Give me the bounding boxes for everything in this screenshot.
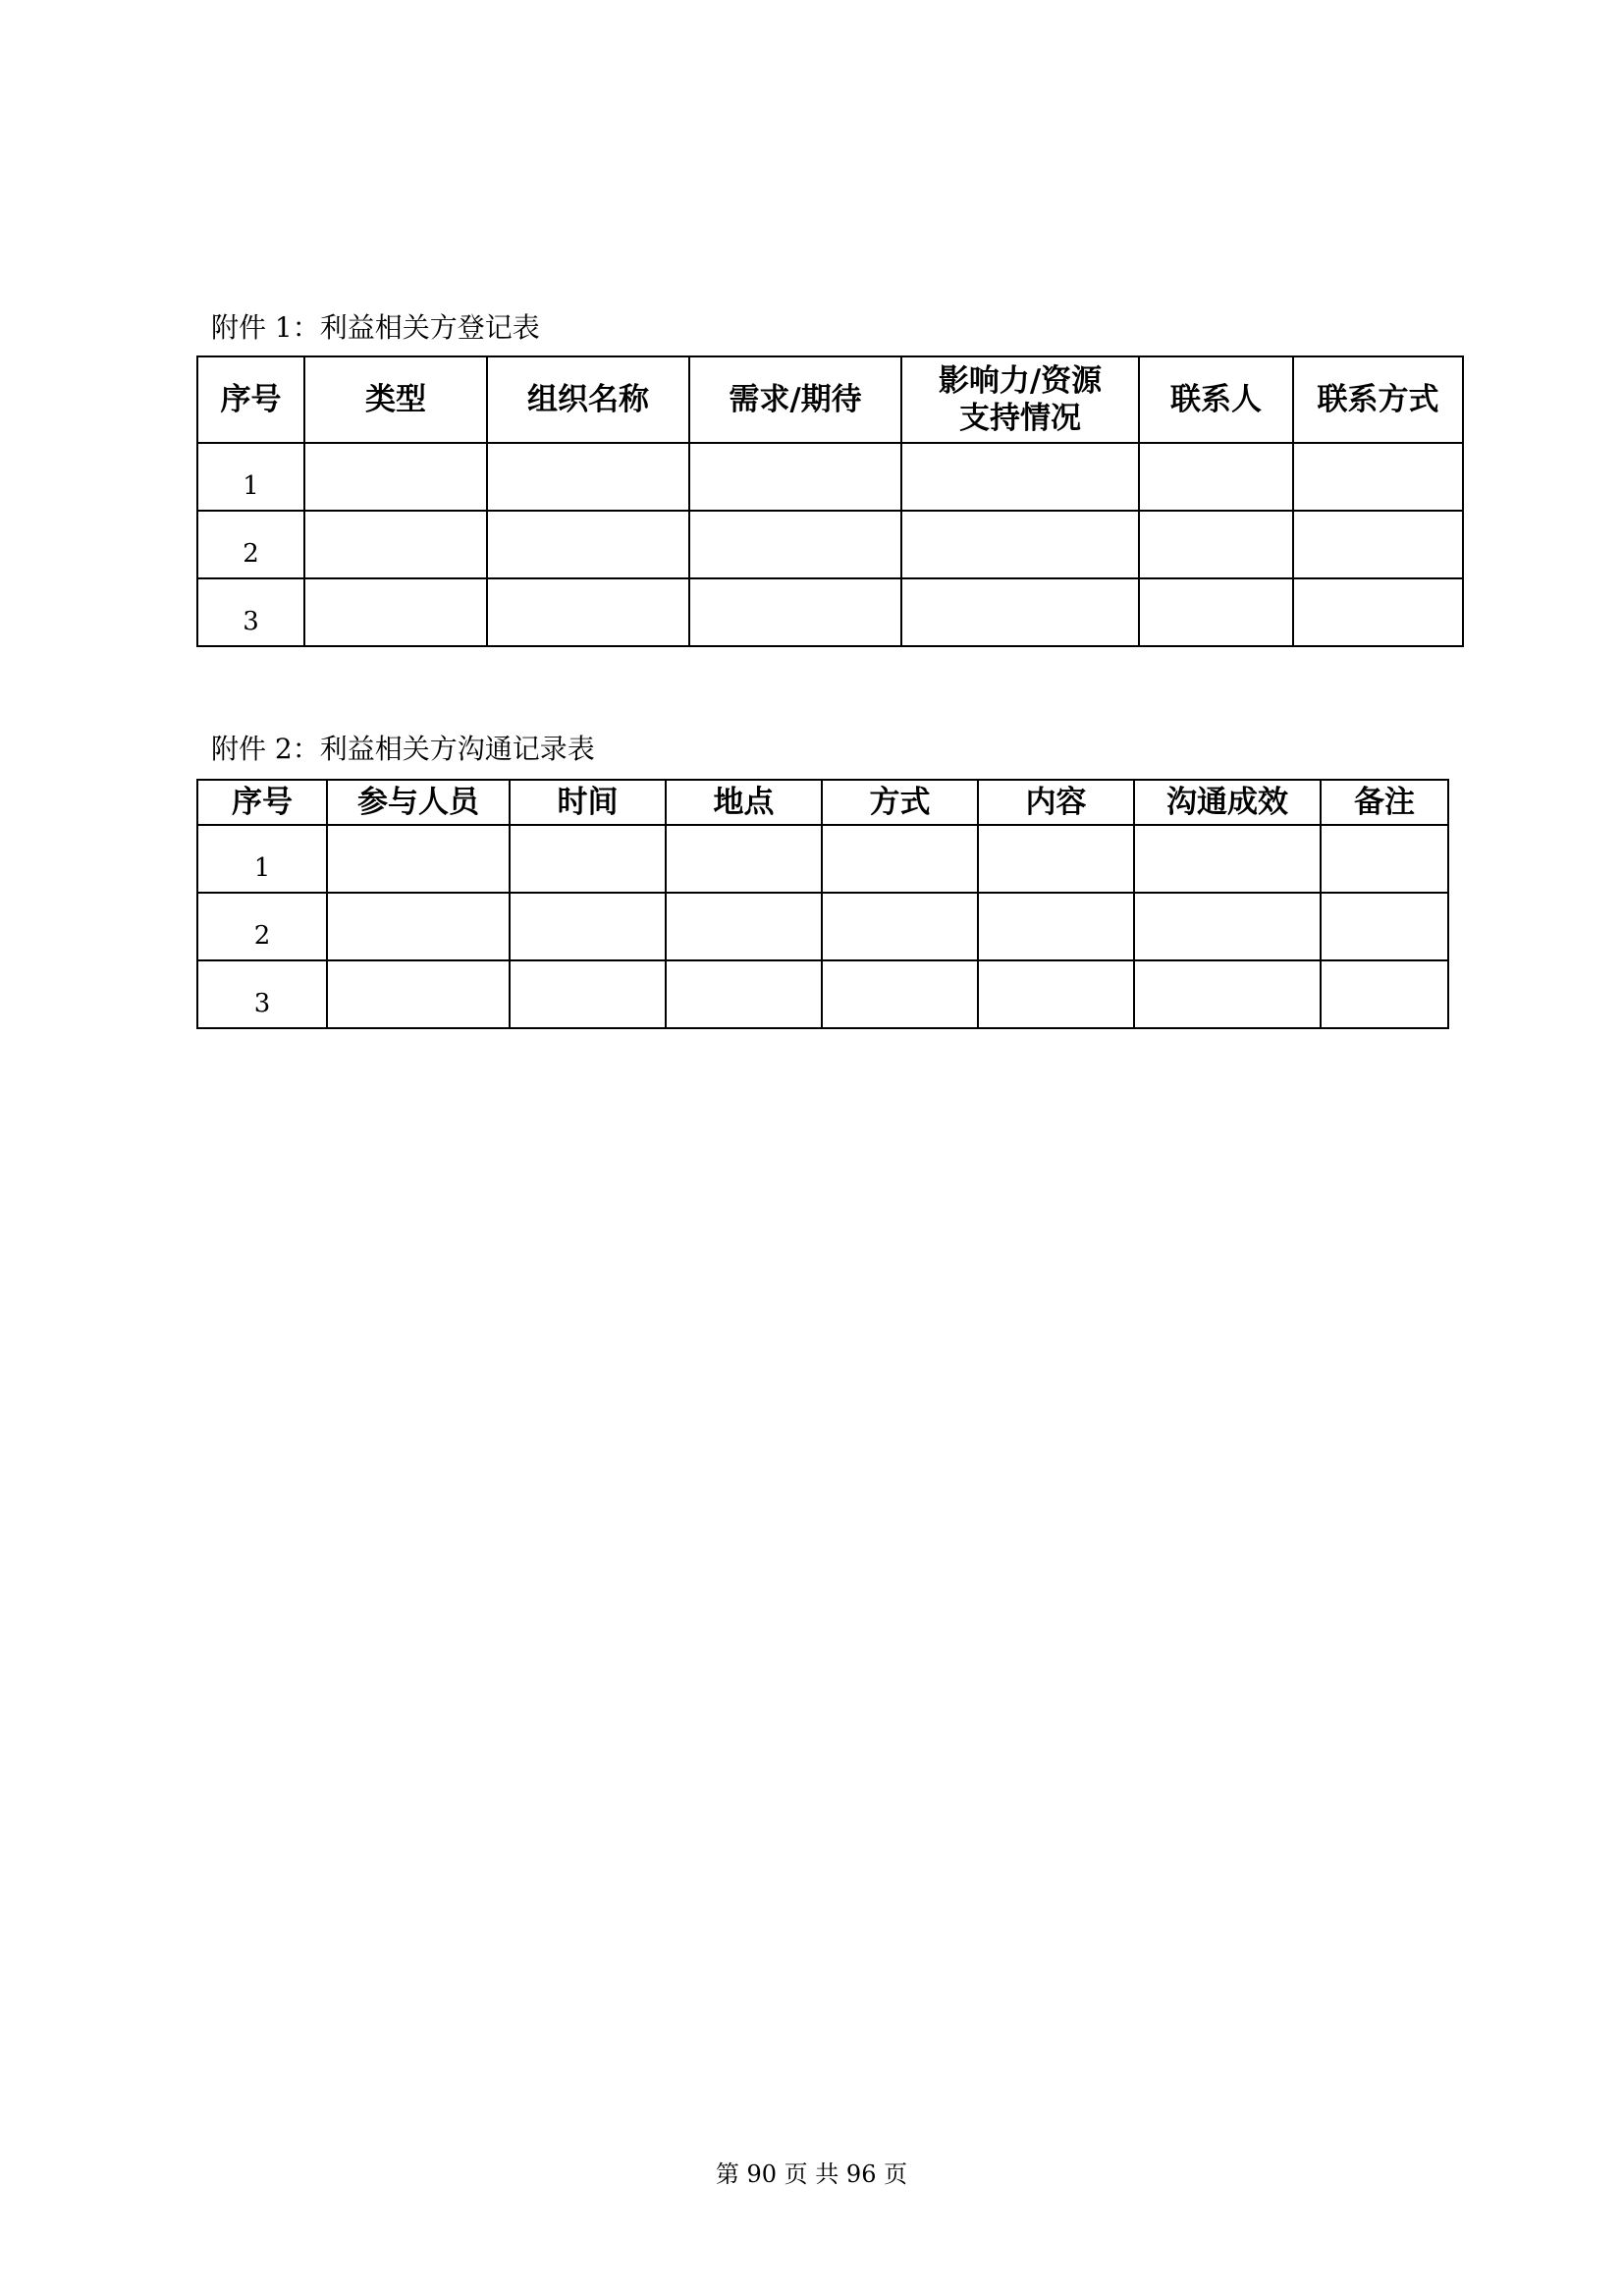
table-cell: [901, 578, 1139, 646]
table-cell: [1139, 578, 1293, 646]
table-cell: [1134, 893, 1321, 960]
column-header-index: 序号: [197, 780, 327, 825]
row-index: 2: [197, 511, 304, 578]
table-cell: [689, 443, 901, 511]
row-index: 3: [197, 960, 327, 1028]
stakeholder-communication-table: [196, 779, 1449, 1029]
column-header-type: 类型: [304, 356, 487, 443]
table-cell: [1321, 825, 1448, 893]
table-cell: [822, 825, 978, 893]
column-header-remarks: 备注: [1321, 780, 1448, 825]
table-cell: [1293, 578, 1463, 646]
table-row: [197, 443, 1463, 511]
table-cell: [666, 825, 822, 893]
table-header-row: [197, 356, 1463, 443]
table-cell: [978, 893, 1134, 960]
column-header-time: 时间: [510, 780, 666, 825]
row-index: 2: [197, 893, 327, 960]
table-cell: [1139, 443, 1293, 511]
row-index: 1: [197, 825, 327, 893]
stakeholder-register-table: [196, 355, 1464, 647]
column-header-location: 地点: [666, 780, 822, 825]
table-cell: [1293, 511, 1463, 578]
page-number: 第 90 页 共 96 页: [715, 2160, 908, 2188]
row-index: 1: [197, 443, 304, 511]
column-header-contact-method: 联系方式: [1293, 356, 1463, 443]
row-index: 3: [197, 578, 304, 646]
column-header-organization: 组织名称: [487, 356, 689, 443]
table-cell: [487, 443, 689, 511]
column-header-contact: 联系人: [1139, 356, 1293, 443]
column-header-method: 方式: [822, 780, 978, 825]
column-header-influence-line1: 影响力/资源: [938, 363, 1103, 399]
table-cell: [487, 511, 689, 578]
table-cell: [487, 578, 689, 646]
attachment1-caption: 附件 1：利益相关方登记表: [211, 311, 540, 344]
table-cell: [1321, 893, 1448, 960]
table-cell: [689, 511, 901, 578]
table-cell: [1139, 511, 1293, 578]
table-cell: [978, 960, 1134, 1028]
table-row: [197, 960, 1448, 1028]
table-cell: [689, 578, 901, 646]
table-cell: [666, 893, 822, 960]
table-cell: [510, 960, 666, 1028]
table-row: [197, 893, 1448, 960]
column-header-influence: [901, 356, 1139, 443]
column-header-participants: 参与人员: [327, 780, 510, 825]
table-cell: [822, 960, 978, 1028]
table-cell: [822, 893, 978, 960]
table-cell: [327, 825, 510, 893]
table-cell: [901, 511, 1139, 578]
table-row: [197, 578, 1463, 646]
column-header-content: 内容: [978, 780, 1134, 825]
table-cell: [510, 825, 666, 893]
table-cell: [304, 578, 487, 646]
table-cell: [327, 893, 510, 960]
column-header-index: 序号: [197, 356, 304, 443]
table-cell: [901, 443, 1139, 511]
column-header-influence-line2: 支持情况: [959, 401, 1081, 436]
attachment2-caption: 附件 2：利益相关方沟通记录表: [211, 733, 595, 765]
table-cell: [304, 443, 487, 511]
table-cell: [666, 960, 822, 1028]
table-row: [197, 511, 1463, 578]
table-row: [197, 825, 1448, 893]
table-header-row: [197, 780, 1448, 825]
column-header-effectiveness: 沟通成效: [1134, 780, 1321, 825]
table-cell: [1134, 960, 1321, 1028]
table-cell: [978, 825, 1134, 893]
table-cell: [327, 960, 510, 1028]
table-cell: [1321, 960, 1448, 1028]
column-header-needs: 需求/期待: [689, 356, 901, 443]
table-cell: [510, 893, 666, 960]
table-cell: [1293, 443, 1463, 511]
table-cell: [1134, 825, 1321, 893]
table-cell: [304, 511, 487, 578]
